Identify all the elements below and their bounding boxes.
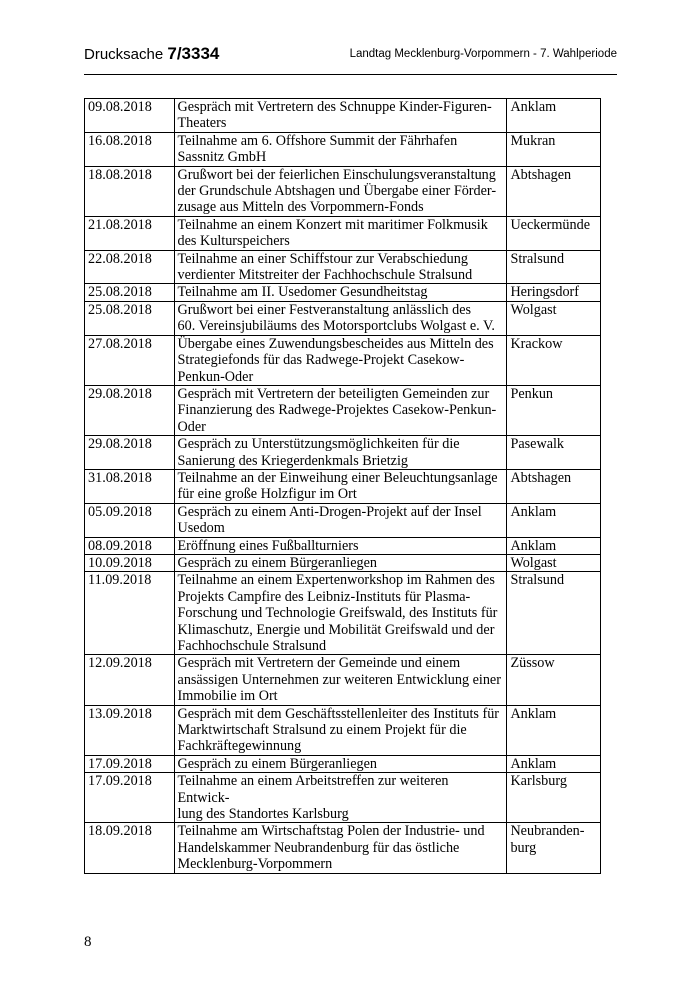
description-line: 60. Vereinsjubiläums des Motorsportclubs Wolgast e. V. — [177, 318, 495, 335]
place-line: Abtshagen — [510, 166, 572, 183]
date-cell: 12.09.2018 — [85, 655, 175, 705]
description-cell — [174, 823, 507, 873]
description-line: Gespräch mit dem Geschäftsstellenleiter des Instituts für — [177, 705, 500, 722]
table-row — [85, 773, 601, 823]
place-cell — [507, 335, 601, 385]
description-line: Teilnahme am 6. Offshore Summit der Fährhafen — [177, 132, 458, 149]
description-cell — [174, 301, 507, 335]
table-row — [85, 436, 601, 470]
description-line: Fachkräftegewinnung — [177, 738, 302, 755]
description-cell — [174, 166, 507, 216]
description-line: Gespräch zu einem Anti-Drogen-Projekt auf der Insel — [177, 503, 482, 520]
appointments-table — [84, 98, 601, 874]
description-line: Strategiefonds für das Radwege-Projekt Casekow- — [177, 352, 465, 369]
description-line: Usedom — [177, 520, 225, 537]
description-cell — [174, 755, 507, 772]
table-row — [85, 655, 601, 705]
description-line: Marktwirtschaft Stralsund zu einem Projekt für die — [177, 722, 467, 739]
description-line: für eine große Holzfigur im Ort — [177, 486, 357, 503]
description-line: Klimaschutz, Energie und Mobilität Greifswald und der — [177, 621, 495, 638]
place-cell — [507, 99, 601, 133]
place-cell — [507, 469, 601, 503]
date-cell: 27.08.2018 — [85, 335, 175, 385]
place-line: Stralsund — [510, 250, 565, 267]
date-cell: 29.08.2018 — [85, 385, 175, 435]
place-cell — [507, 132, 601, 166]
table-row — [85, 537, 601, 554]
description-line: verdienter Mitstreiter der Fachhochschule Stralsund — [177, 267, 473, 284]
description-cell — [174, 503, 507, 537]
description-cell — [174, 773, 507, 823]
date-cell: 10.09.2018 — [85, 554, 175, 571]
description-line: lung des Standortes Karlsburg — [177, 806, 349, 823]
table-row — [85, 503, 601, 537]
description-line: Übergabe eines Zuwendungsbescheides aus Mitteln des — [177, 335, 494, 352]
place-line: burg — [510, 839, 537, 856]
place-cell — [507, 773, 601, 823]
date-cell: 22.08.2018 — [85, 250, 175, 284]
place-line: Wolgast — [510, 554, 557, 571]
table-row — [85, 301, 601, 335]
description-line: des Kulturspeichers — [177, 233, 290, 250]
description-line: Projekts Campfire des Leibniz-Instituts für Plasma- — [177, 588, 471, 605]
description-line: Teilnahme an einem Expertenworkshop im Rahmen des — [177, 572, 495, 589]
date-cell: 25.08.2018 — [85, 301, 175, 335]
document-number: 7/3334 — [167, 44, 220, 63]
description-cell — [174, 436, 507, 470]
place-line: Heringsdorf — [510, 284, 579, 301]
place-cell — [507, 705, 601, 755]
table-row — [85, 284, 601, 301]
date-cell: 18.09.2018 — [85, 823, 175, 873]
place-line: Anklam — [510, 537, 557, 554]
description-line: Gespräch mit Vertretern der beteiligten Gemeinden zur — [177, 385, 490, 402]
description-cell — [174, 250, 507, 284]
page-number: 8 — [84, 934, 92, 950]
table-row — [85, 705, 601, 755]
date-cell: 17.09.2018 — [85, 773, 175, 823]
date-cell: 18.08.2018 — [85, 166, 175, 216]
parliament-period: Landtag Mecklenburg-Vorpommern - 7. Wahlperiode — [349, 48, 617, 60]
description-line: Sanierung des Kriegerdenkmals Brietzig — [177, 452, 408, 469]
place-cell — [507, 166, 601, 216]
table-row — [85, 250, 601, 284]
description-line: Fachhochschule Stralsund — [177, 638, 327, 654]
description-line: Oder — [177, 418, 206, 435]
description-line: Gespräch zu Unterstützungsmöglichkeiten für die — [177, 436, 460, 453]
description-line: der Grundschule Abtshagen und Übergabe einer Förder- — [177, 183, 497, 200]
place-line: Stralsund — [510, 572, 565, 589]
description-line: Teilnahme am Wirtschaftstag Polen der Industrie- und — [177, 823, 485, 840]
description-cell — [174, 469, 507, 503]
description-line: Teilnahme am II. Usedomer Gesundheitstag — [177, 284, 428, 301]
place-cell — [507, 755, 601, 772]
date-cell: 17.09.2018 — [85, 755, 175, 772]
place-cell — [507, 250, 601, 284]
place-line: Anklam — [510, 755, 557, 772]
place-line: Karlsburg — [510, 773, 567, 790]
table-row — [85, 335, 601, 385]
place-cell — [507, 655, 601, 705]
date-cell: 29.08.2018 — [85, 436, 175, 470]
date-cell: 31.08.2018 — [85, 469, 175, 503]
description-line: Teilnahme an einer Schiffstour zur Verabschiedung — [177, 250, 468, 267]
table-row — [85, 823, 601, 873]
description-line: zusage aus Mitteln des Vorpommern-Fonds — [177, 199, 424, 216]
description-line: Eröffnung eines Fußballturniers — [177, 537, 359, 554]
place-line: Ueckermünde — [510, 216, 591, 233]
date-cell: 13.09.2018 — [85, 705, 175, 755]
description-cell — [174, 705, 507, 755]
description-line: Penkun-Oder — [177, 368, 254, 385]
description-cell — [174, 335, 507, 385]
table-row — [85, 166, 601, 216]
table-row — [85, 554, 601, 571]
description-line: Gespräch zu einem Bürgeranliegen — [177, 755, 377, 772]
place-line: Penkun — [510, 385, 553, 402]
description-line: Mecklenburg-Vorpommern — [177, 856, 333, 873]
place-cell — [507, 503, 601, 537]
description-line: Forschung und Technologie Greifswald, des Instituts für — [177, 605, 498, 622]
description-line: Teilnahme an einem Arbeitstreffen zur weiteren Entwick- — [177, 773, 449, 806]
description-cell — [174, 537, 507, 554]
document-id — [84, 44, 219, 64]
date-cell: 16.08.2018 — [85, 132, 175, 166]
place-line: Anklam — [510, 705, 557, 722]
description-cell — [174, 99, 507, 133]
date-cell: 25.08.2018 — [85, 284, 175, 301]
description-line: Finanzierung des Radwege-Projektes Casekow-Penkun- — [177, 402, 497, 419]
description-line: ansässigen Unternehmen zur weiteren Entwicklung einer — [177, 671, 501, 688]
table-row — [85, 572, 601, 655]
place-cell — [507, 216, 601, 250]
document-label: Drucksache — [84, 46, 164, 63]
place-line: Neubranden- — [510, 823, 585, 840]
description-line: Sassnitz GmbH — [177, 149, 267, 166]
description-line: Gespräch zu einem Bürgeranliegen — [177, 554, 377, 571]
description-cell — [174, 284, 507, 301]
date-cell: 05.09.2018 — [85, 503, 175, 537]
table-row — [85, 99, 601, 133]
description-cell — [174, 554, 507, 571]
table-row — [85, 216, 601, 250]
description-cell — [174, 216, 507, 250]
table-row — [85, 132, 601, 166]
place-line: Pasewalk — [510, 436, 565, 453]
description-line: Gespräch mit Vertretern der Gemeinde und einem — [177, 655, 461, 672]
place-line: Anklam — [510, 503, 557, 520]
place-cell — [507, 436, 601, 470]
place-cell — [507, 284, 601, 301]
place-cell — [507, 537, 601, 554]
description-cell — [174, 385, 507, 435]
description-line: Grußwort bei der feierlichen Einschulungsveranstaltung — [177, 166, 496, 183]
date-cell: 11.09.2018 — [85, 572, 175, 655]
table-row — [85, 385, 601, 435]
place-line: Anklam — [510, 99, 557, 115]
description-line: Teilnahme an der Einweihung einer Beleuchtungsanlage — [177, 469, 498, 486]
date-cell: 21.08.2018 — [85, 216, 175, 250]
appointments-table-body — [85, 99, 601, 874]
table-row — [85, 469, 601, 503]
description-line: Gespräch mit Vertretern des Schnuppe Kinder-Figuren- — [177, 99, 492, 115]
date-cell: 09.08.2018 — [85, 99, 175, 133]
description-line: Immobilie im Ort — [177, 688, 278, 705]
description-cell — [174, 132, 507, 166]
place-cell — [507, 823, 601, 873]
description-line: Handelskammer Neubrandenburg für das östliche — [177, 839, 460, 856]
place-cell — [507, 554, 601, 571]
description-line: Theaters — [177, 115, 227, 132]
place-line: Mukran — [510, 132, 556, 149]
place-cell — [507, 385, 601, 435]
table-row — [85, 755, 601, 772]
description-line: Grußwort bei einer Festveranstaltung anlässlich des — [177, 301, 472, 318]
page-header — [84, 40, 617, 75]
date-cell: 08.09.2018 — [85, 537, 175, 554]
place-cell — [507, 572, 601, 655]
place-cell — [507, 301, 601, 335]
place-line: Krackow — [510, 335, 563, 352]
description-line: Teilnahme an einem Konzert mit maritimer Folkmusik — [177, 216, 488, 233]
place-line: Abtshagen — [510, 469, 572, 486]
place-line: Züssow — [510, 655, 555, 672]
description-cell — [174, 572, 507, 655]
place-line: Wolgast — [510, 301, 557, 318]
description-cell — [174, 655, 507, 705]
